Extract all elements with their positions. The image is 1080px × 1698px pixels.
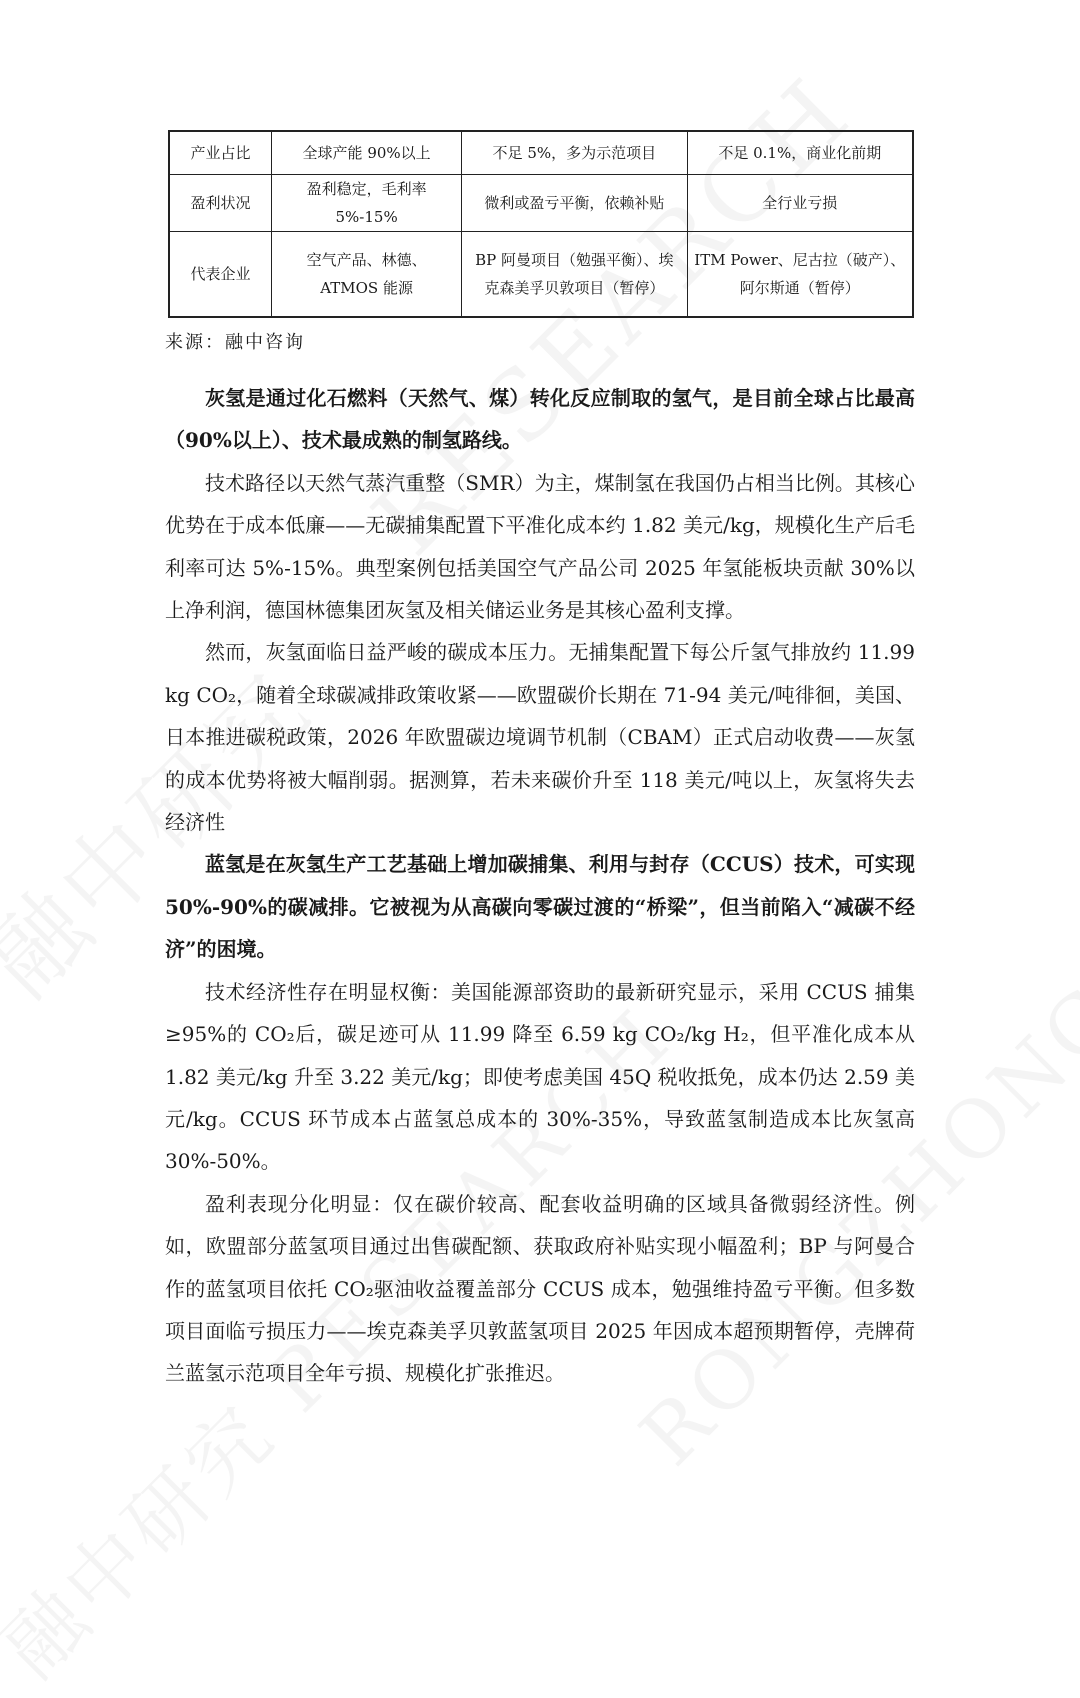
table-cell: 盈利稳定，毛利率 5%-15% <box>272 175 462 232</box>
row-label: 产业占比 <box>169 131 272 175</box>
paragraph-gray-hydrogen-intro: 灰氢是通过化石燃料（天然气、煤）转化反应制取的氢气，是目前全球占比最高（90%以上）、技术最成熟的制氢路线。 <box>165 386 915 453</box>
table-row <box>169 131 913 175</box>
row-label: 代表企业 <box>169 232 272 318</box>
table-cell: ITM Power、尼古拉（破产）、阿尔斯通（暂停） <box>687 232 913 318</box>
paragraph-gray-hydrogen-tech: 技术路径以天然气蒸汽重整（SMR）为主，煤制氢在我国仍占相当比例。其核心优势在于成本低廉——无碳捕集配置下平准化成本约 1.82 美元/kg，规模化生产后毛利率可达 5%-15%。典型案例包括美国空气产品公司 2025 年氢能板块贡献 30%以上净利润，德国林德集团灰氢及相关储运业务是其核心盈利支撑。 <box>165 470 915 623</box>
table-cell: 微利或盈亏平衡，依赖补贴 <box>462 175 687 232</box>
table-row <box>169 175 913 232</box>
comparison-table <box>168 130 914 318</box>
table-row <box>169 232 913 318</box>
row-label: 盈利状况 <box>169 175 272 232</box>
paragraph-blue-hydrogen-economics: 技术经济性存在明显权衡：美国能源部资助的最新研究显示，采用 CCUS 捕集≥95%的 CO₂后，碳足迹可从 11.99 降至 6.59 kg CO₂/kg H₂，但平准化成本从 1.82 美元/kg 升至 3.22 美元/kg；即使考虑美国 45Q 税收抵免，成本仍达 2.59 美元/kg。CCUS 环节成本占蓝氢总成本的 30%-35%，导致蓝氢制造成本比灰氢高 30%-50%。 <box>165 979 915 1174</box>
table-cell: 空气产品、林德、ATMOS 能源 <box>272 232 462 318</box>
paragraph-blue-hydrogen-intro: 蓝氢是在灰氢生产工艺基础上增加碳捕集、利用与封存（CCUS）技术，可实现 50%-90%的碳减排。它被视为从高碳向零碳过渡的“桥梁”，但当前陷入“减碳不经济”的困境。 <box>165 852 915 962</box>
table-source: 来源：融中咨询 <box>165 332 305 353</box>
table-cell: BP 阿曼项目（勉强平衡）、埃克森美孚贝敦项目（暂停） <box>462 232 687 318</box>
table-cell: 全行业亏损 <box>687 175 913 232</box>
table-cell: 全球产能 90%以上 <box>272 131 462 175</box>
paragraph-blue-hydrogen-profit: 盈利表现分化明显：仅在碳价较高、配套收益明确的区域具备微弱经济性。例如，欧盟部分蓝氢项目通过出售碳配额、获取政府补贴实现小幅盈利；BP 与阿曼合作的蓝氢项目依托 CO₂驱油收益覆盖部分 CCUS 成本，勉强维持盈亏平衡。但多数项目面临亏损压力——埃克森美孚贝敦蓝氢项目 2025 年因成本超预期暂停，壳牌荷兰蓝氢示范项目全年亏损、规模化扩张推迟。 <box>165 1191 915 1386</box>
table-cell: 不足 0.1%，商业化前期 <box>687 131 913 175</box>
paragraph-gray-hydrogen-carbon-cost: 然而，灰氢面临日益严峻的碳成本压力。无捕集配置下每公斤氢气排放约 11.99 kg CO₂，随着全球碳减排政策收紧——欧盟碳价长期在 71-94 美元/吨徘徊，美国、日本推进碳税政策，2026 年欧盟碳边境调节机制（CBAM）正式启动收费——灰氢的成本优势将被大幅削弱。据测算，若未来碳价升至 118 美元/吨以上，灰氢将失去经济性 <box>165 640 915 835</box>
page-content <box>165 130 915 1395</box>
table-cell: 不足 5%，多为示范项目 <box>462 131 687 175</box>
